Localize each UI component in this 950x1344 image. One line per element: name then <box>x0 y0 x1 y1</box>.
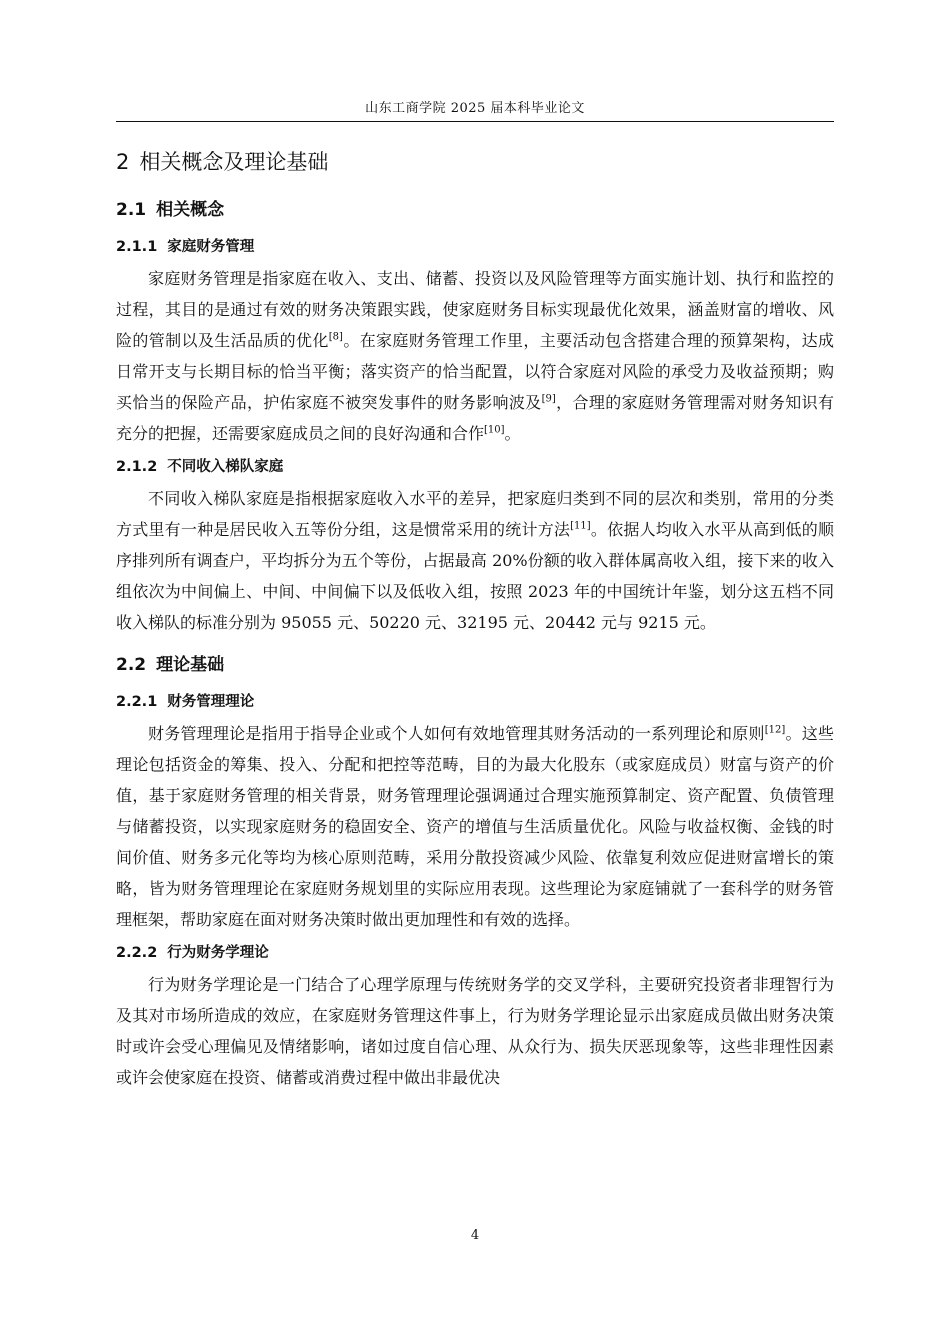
subsection-number: 2.2.2 <box>116 945 158 961</box>
subsection-title: 行为财务学理论 <box>167 945 269 961</box>
subsection-number: 2.1.2 <box>116 459 158 475</box>
section-title: 理论基础 <box>156 655 225 675</box>
paragraph-text: 。 <box>504 424 521 443</box>
chapter-heading <box>116 140 834 184</box>
citation-superscript: [9] <box>541 393 556 405</box>
paragraph-text: 。依据人均收入水平从高到低的顺序排列所有调查户，平均拆分为五个等份，占据最高 20%份额的收入群体属高收入组，接下来的收入组依次为中间偏上、中间、中间偏下以及低收入组，按照 2023 年的中国统计年鉴，划分这五档不同收入梯队的标准分别为 95055 元、50220 元、32195 元、20442 元与 9215 元。 <box>116 520 834 632</box>
subsection-heading <box>116 231 834 263</box>
section-heading <box>116 193 834 227</box>
subsection-number: 2.1.1 <box>116 239 158 255</box>
subsection-title: 财务管理理论 <box>167 694 255 710</box>
page-number: 4 <box>470 1228 480 1243</box>
paragraph-text: 行为财务学理论是一门结合了心理学原理与传统财务学的交叉学科，主要研究投资者非理智行为及其对市场所造成的效应，在家庭财务管理这件事上，行为财务学理论显示出家庭成员做出财务决策时或许会受心理偏见及情绪影响，诸如过度自信心理、从众行为、损失厌恶现象等，这些非理性因素或许会使家庭在投资、储蓄或消费过程中做出非最优决 <box>116 975 834 1087</box>
subsection-title: 不同收入梯队家庭 <box>167 459 284 475</box>
section-number: 2.2 <box>116 655 147 675</box>
subsection-heading <box>116 686 834 718</box>
paragraph-text: 。在家庭财务管理工作里，主要活动包含搭建合理的预算架构，达成日常开支与长期目标的恰当平衡；落实资产的恰当配置，以符合家庭对风险的承受力及收益预期；购买恰当的保险产品，护佑家庭不被突发事件的财务影响波及 <box>116 331 834 412</box>
subsection-number: 2.2.1 <box>116 694 158 710</box>
subsection-title: 家庭财务管理 <box>167 239 255 255</box>
paragraph-text: ，合理的家庭财务管理需对财务知识有充分的把握，还需要家庭成员之间的良好沟通和合作 <box>116 393 834 443</box>
subsection-heading <box>116 937 834 969</box>
section-heading <box>116 648 834 682</box>
citation-superscript: [11] <box>570 520 591 532</box>
citation-superscript: [12] <box>764 724 786 736</box>
body-paragraph <box>116 969 834 1093</box>
paragraph-text: 不同收入梯队家庭是指根据家庭收入水平的差异，把家庭归类到不同的层次和类别，常用的分类方式里有一种是居民收入五等份分组，这是惯常采用的统计方法 <box>116 489 834 539</box>
body-paragraph <box>116 263 834 449</box>
paragraph-text: 家庭财务管理是指家庭在收入、支出、储蓄、投资以及风险管理等方面实施计划、执行和监控的过程，其目的是通过有效的财务决策跟实践，使家庭财务目标实现最优化效果，涵盖财富的增收、风险的管制以及生活品质的优化 <box>116 269 834 350</box>
citation-superscript: [10] <box>484 424 505 436</box>
section-number: 2.1 <box>116 200 147 220</box>
body-paragraph <box>116 718 834 935</box>
header-rule <box>116 121 834 122</box>
body-paragraph <box>116 483 834 638</box>
chapter-number: 2 <box>116 150 130 174</box>
subsection-heading <box>116 451 834 483</box>
page-content <box>116 140 834 1095</box>
chapter-title: 相关概念及理论基础 <box>139 150 329 174</box>
citation-superscript: [8] <box>328 331 343 343</box>
running-header: 山东工商学院 2025 届本科毕业论文 <box>365 101 585 116</box>
section-title: 相关概念 <box>156 200 225 220</box>
paragraph-text: 。这些理论包括资金的筹集、投入、分配和把控等范畴，目的为最大化股东（或家庭成员）财富与资产的价值，基于家庭财务管理的相关背景，财务管理理论强调通过合理实施预算制定、资产配置、负债管理与储蓄投资，以实现家庭财务的稳固安全、资产的增值与生活质量优化。风险与收益权衡、金钱的时间价值、财务多元化等均为核心原则范畴，采用分散投资减少风险、依靠复利效应促进财富增长的策略，皆为财务管理理论在家庭财务规划里的实际应用表现。这些理论为家庭铺就了一套科学的财务管理框架，帮助家庭在面对财务决策时做出更加理性和有效的选择。 <box>116 724 834 929</box>
paragraph-text: 财务管理理论是指用于指导企业或个人如何有效地管理其财务活动的一系列理论和原则 <box>148 724 765 743</box>
